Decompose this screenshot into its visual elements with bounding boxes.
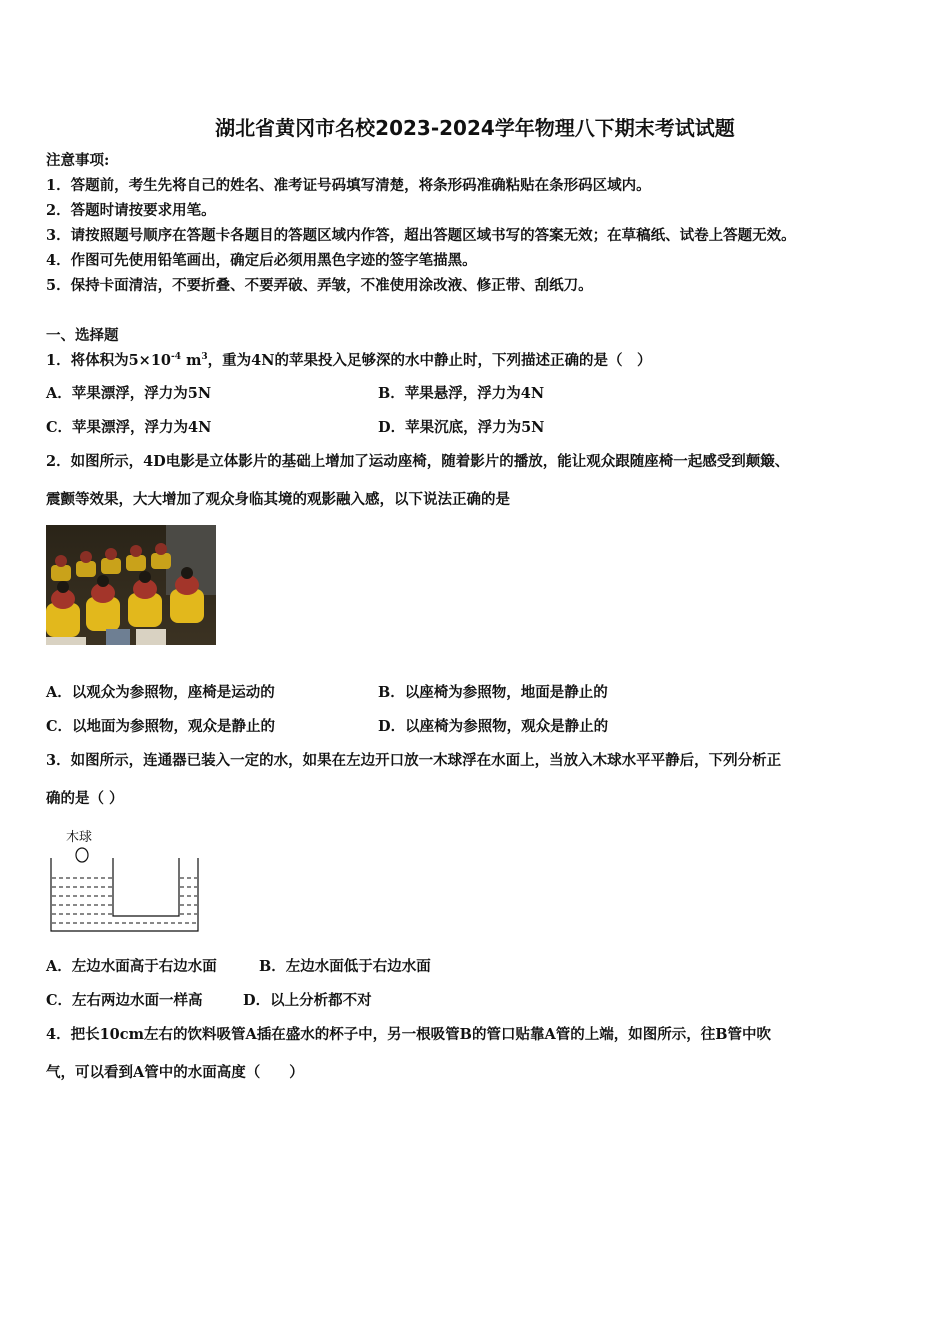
- q1-option-d: D．苹果沉底，浮力为5N: [378, 419, 545, 436]
- q2-option-d: D．以座椅为参照物，观众是静止的: [378, 718, 609, 735]
- note-item-3: 3．请按照题号顺序在答题卡各题目的答题区域内作答，超出答题区域书写的答案无效；在草稿纸、试卷上答题无效。: [46, 227, 796, 244]
- q3-option-d: D．以上分析都不对: [243, 992, 372, 1009]
- q3-stem-line1: 3．如图所示，连通器已装入一定的水，如果在左边开口放一木球浮在水面上，当放入木球水平平静后，下列分析正: [46, 752, 782, 769]
- note-item-5: 5．保持卡面清洁，不要折叠、不要弄破、弄皱，不准使用涂改液、修正带、刮纸刀。: [46, 277, 593, 294]
- q2-option-b: B．以座椅为参照物，地面是静止的: [378, 684, 608, 701]
- connected-vessel-diagram: [46, 823, 206, 938]
- notes-heading: 注意事项:: [46, 152, 110, 169]
- q3-option-b: B．左边水面低于右边水面: [259, 958, 431, 975]
- q3-option-a: A．左边水面高于右边水面: [46, 958, 217, 975]
- page-title: 湖北省黄冈市名校2023-2024学年物理八下期末考试试题: [215, 116, 735, 140]
- q2-option-a: A．以观众为参照物，座椅是运动的: [46, 684, 275, 701]
- q3-stem-line2: 确的是（ ）: [46, 790, 124, 807]
- q1-option-a: A．苹果漂浮，浮力为5N: [46, 385, 212, 402]
- q3-option-c: C．左右两边水面一样高: [46, 992, 203, 1009]
- q2-stem-line2: 震颤等效果，大大增加了观众身临其境的观影融入感，以下说法正确的是: [46, 491, 510, 508]
- q2-stem-line1: 2．如图所示，4D电影是立体影片的基础上增加了运动座椅，随着影片的播放，能让观众跟随座椅一起感受到颠簸、: [46, 453, 790, 470]
- q1-stem: 1．将体积为$5\times 10^{-4}$ $m^3$，重为4N的苹果投入足够深的水中静止时，下列描述正确的是（ ）: [46, 352, 652, 369]
- q4-stem-line1: 4．把长10cm左右的饮料吸管A插在盛水的杯子中，另一根吸管B的管口贴靠A管的上端，如图所示，往B管中吹: [46, 1026, 771, 1043]
- q1-option-b: B．苹果悬浮，浮力为4N: [378, 385, 545, 402]
- note-item-4: 4．作图可先使用铅笔画出，确定后必须用黑色字迹的签字笔描黑。: [46, 252, 477, 269]
- cinema-photo: [46, 525, 216, 645]
- section-heading: 一、选择题: [46, 327, 119, 344]
- q1-option-c: C．苹果漂浮，浮力为4N: [46, 419, 212, 436]
- wooden-ball-label: 木球: [66, 830, 93, 845]
- note-item-2: 2．答题时请按要求用笔。: [46, 202, 216, 219]
- q4-stem-line2: 气，可以看到A管中的水面高度（ ）: [46, 1064, 304, 1081]
- q2-option-c: C．以地面为参照物，观众是静止的: [46, 718, 276, 735]
- note-item-1: 1．答题前，考生先将自己的姓名、准考证号码填写清楚，将条形码准确粘贴在条形码区域内。: [46, 177, 651, 194]
- wooden-ball: [76, 848, 88, 862]
